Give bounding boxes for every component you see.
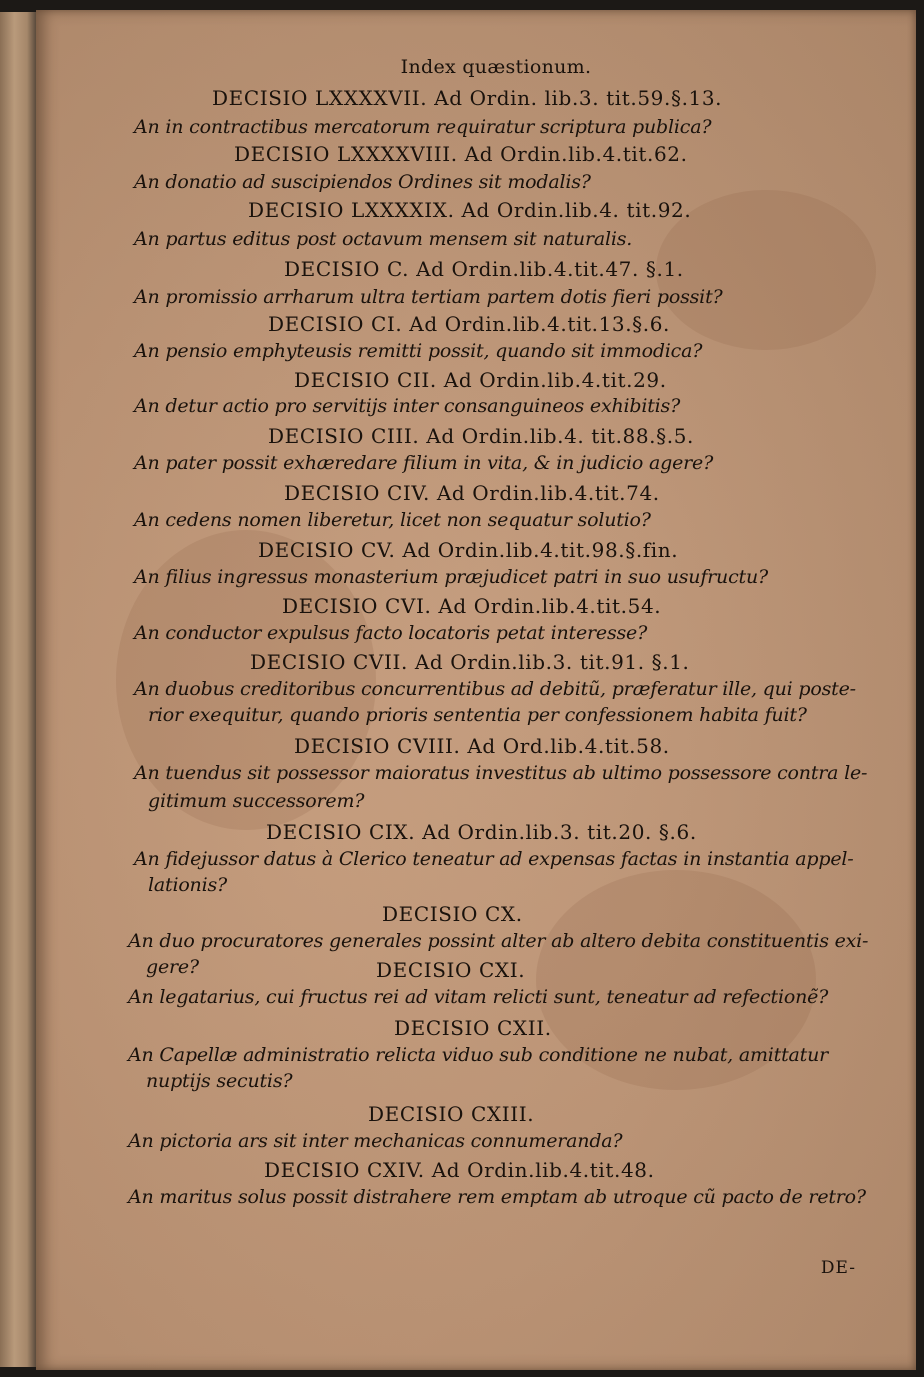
- question-text: lationis?: [148, 874, 228, 896]
- catchword: DE-: [820, 1258, 856, 1278]
- decision-heading: DECISIO CXI.: [376, 958, 526, 982]
- question-text: An detur actio pro servitijs inter consanguineos exhibitis?: [134, 395, 681, 417]
- question-text: An fidejussor datus à Clerico teneatur ad expensas factas in instantia appel-: [134, 848, 854, 870]
- decision-heading: DECISIO CVI. Ad Ordin.lib.4.tit.54.: [282, 594, 662, 618]
- running-head: Index quæstionum.: [400, 56, 592, 78]
- question-text: rior exequitur, quando prioris sententia per confessionem habita fuit?: [148, 704, 807, 726]
- question-text: nuptijs secutis?: [146, 1070, 293, 1092]
- decision-heading: DECISIO CVIII. Ad Ord.lib.4.tit.58.: [294, 734, 670, 758]
- decision-heading: DECISIO CIII. Ad Ordin.lib.4. tit.88.§.5.: [268, 424, 694, 448]
- decision-heading: DECISIO LXXXXVIII. Ad Ordin.lib.4.tit.62.: [234, 142, 688, 166]
- book-page: [36, 10, 916, 1370]
- question-text: An pictoria ars sit inter mechanicas connumeranda?: [128, 1130, 623, 1152]
- question-text: An tuendus sit possessor maioratus investitus ab ultimo possessore contra le-: [134, 762, 868, 784]
- question-text: An promissio arrharum ultra tertiam partem dotis fieri possit?: [134, 286, 723, 308]
- decision-heading: DECISIO LXXXXVII. Ad Ordin. lib.3. tit.59.§.13.: [212, 86, 723, 110]
- decision-heading: DECISIO C. Ad Ordin.lib.4.tit.47. §.1.: [284, 257, 684, 281]
- question-text: An in contractibus mercatorum requiratur scriptura publica?: [134, 116, 712, 138]
- decision-heading: DECISIO CIV. Ad Ordin.lib.4.tit.74.: [284, 481, 660, 505]
- question-text: An pater possit exhæredare filium in vita, & in judicio agere?: [134, 452, 714, 474]
- decision-heading: DECISIO CIX. Ad Ordin.lib.3. tit.20. §.6.: [266, 820, 697, 844]
- question-text: An duo procuratores generales possint alter ab altero debita constituentis exi-: [128, 930, 869, 952]
- question-text: An cedens nomen liberetur, licet non sequatur solutio?: [134, 509, 651, 531]
- question-text: An legatarius, cui fructus rei ad vitam relicti sunt, teneatur ad refectionẽ?: [128, 986, 829, 1008]
- question-text: An Capellæ administratio relicta viduo sub conditione ne nubat, amittatur: [128, 1044, 829, 1066]
- decision-heading: DECISIO CII. Ad Ordin.lib.4.tit.29.: [294, 368, 667, 392]
- decision-heading: DECISIO CVII. Ad Ordin.lib.3. tit.91. §.1.: [250, 650, 690, 674]
- decision-heading: DECISIO LXXXXIX. Ad Ordin.lib.4. tit.92.: [248, 198, 692, 222]
- question-text: An maritus solus possit distrahere rem emptam ab utroque cũ pacto de retro?: [128, 1186, 866, 1208]
- question-text: An duobus creditoribus concurrentibus ad debitũ, præferatur ille, qui poste-: [134, 678, 856, 700]
- question-text: An partus editus post octavum mensem sit naturalis.: [134, 228, 633, 250]
- question-text: An donatio ad suscipiendos Ordines sit modalis?: [134, 171, 591, 193]
- decision-heading: DECISIO CXII.: [394, 1016, 552, 1040]
- decision-heading: DECISIO CV. Ad Ordin.lib.4.tit.98.§.fin.: [258, 538, 679, 562]
- decision-heading: DECISIO CI. Ad Ordin.lib.4.tit.13.§.6.: [268, 312, 671, 336]
- decision-heading: DECISIO CX.: [382, 902, 523, 926]
- question-text: An conductor expulsus facto locatoris petat interesse?: [134, 622, 648, 644]
- question-text: gitimum successorem?: [148, 790, 365, 812]
- decision-heading: DECISIO CXIII.: [368, 1102, 535, 1126]
- question-text: gere?: [146, 956, 199, 978]
- question-text: An filius ingressus monasterium præjudicet patri in suo usufructu?: [134, 566, 768, 588]
- question-text: An pensio emphyteusis remitti possit, quando sit immodica?: [134, 340, 703, 362]
- decision-heading: DECISIO CXIV. Ad Ordin.lib.4.tit.48.: [264, 1158, 655, 1182]
- facing-page-edge: [0, 12, 38, 1367]
